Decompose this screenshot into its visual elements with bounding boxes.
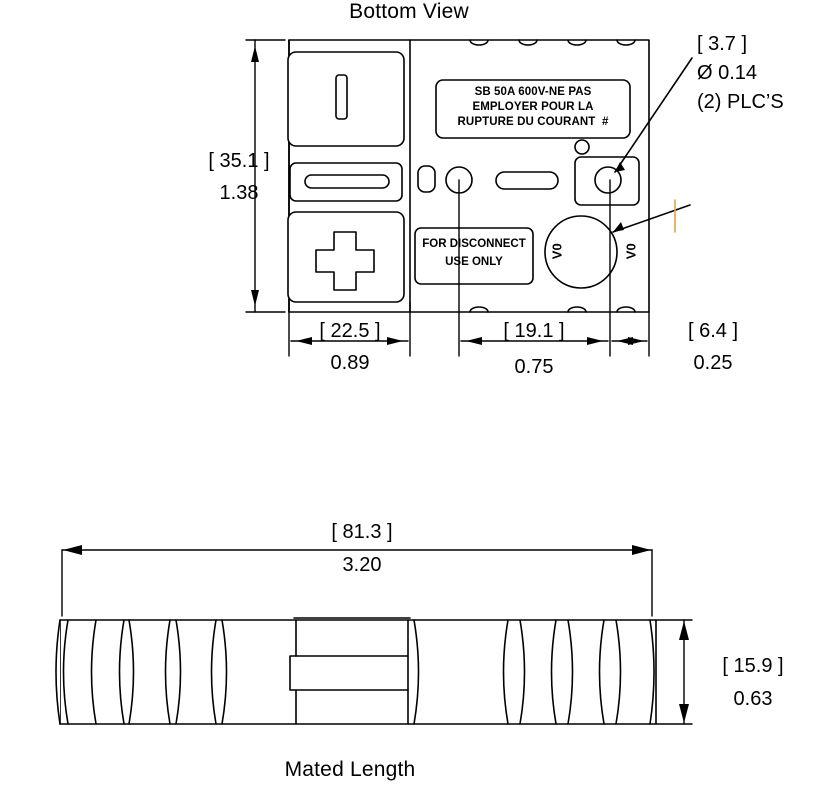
top-height-dimension bbox=[246, 40, 285, 312]
dim-6-4 bbox=[612, 337, 647, 345]
side-view-body bbox=[56, 618, 656, 724]
dim-19-1-in: 0.75 bbox=[514, 356, 554, 378]
left-contact-recesses bbox=[288, 52, 404, 302]
dim-15-9-in: 0.63 bbox=[733, 688, 773, 710]
dim-22-5-mm: [ 22.5 ] bbox=[319, 320, 381, 342]
hole-note-line1: [ 3.7 ] bbox=[697, 33, 748, 55]
disconnect-plate-line2: USE ONLY bbox=[445, 256, 503, 268]
hole-note-line2: Ø 0.14 bbox=[697, 62, 758, 84]
dim-6-4-mm: [ 6.4 ] bbox=[687, 320, 739, 342]
dim-22-5-in: 0.89 bbox=[330, 352, 370, 374]
dim-19-1-mm: [ 19.1 ] bbox=[503, 320, 565, 342]
dim-height-35-1-in: 1.38 bbox=[219, 182, 259, 204]
hole-note-line3: (2) PLC’S bbox=[697, 91, 784, 113]
disconnect-plate-line1: FOR DISCONNECT bbox=[422, 238, 526, 250]
label-plate-line1: SB 50A 600V-NE PAS bbox=[474, 86, 592, 98]
top-view-title: Bottom View bbox=[349, 0, 469, 23]
bottom-view-title: Mated Length bbox=[284, 758, 416, 781]
label-plate-line2: EMPLOYER POUR LA bbox=[472, 101, 594, 113]
dim-6-4-in: 0.25 bbox=[693, 352, 733, 374]
label-plate-line3: RUPTURE DU COURANT # bbox=[457, 116, 609, 128]
terminal-mark-right: V0 bbox=[623, 243, 639, 260]
dim-15-9-mm: [ 15.9 ] bbox=[722, 655, 784, 677]
right-housing-details bbox=[415, 40, 639, 312]
dim-81-3-in: 3.20 bbox=[342, 554, 382, 576]
terminal-mark-left: V0 bbox=[549, 243, 565, 260]
dim-81-3-mm: [ 81.3 ] bbox=[331, 521, 393, 543]
dim-height-35-1-mm: [ 35.1 ] bbox=[208, 150, 270, 172]
dim-15-9 bbox=[656, 620, 692, 724]
